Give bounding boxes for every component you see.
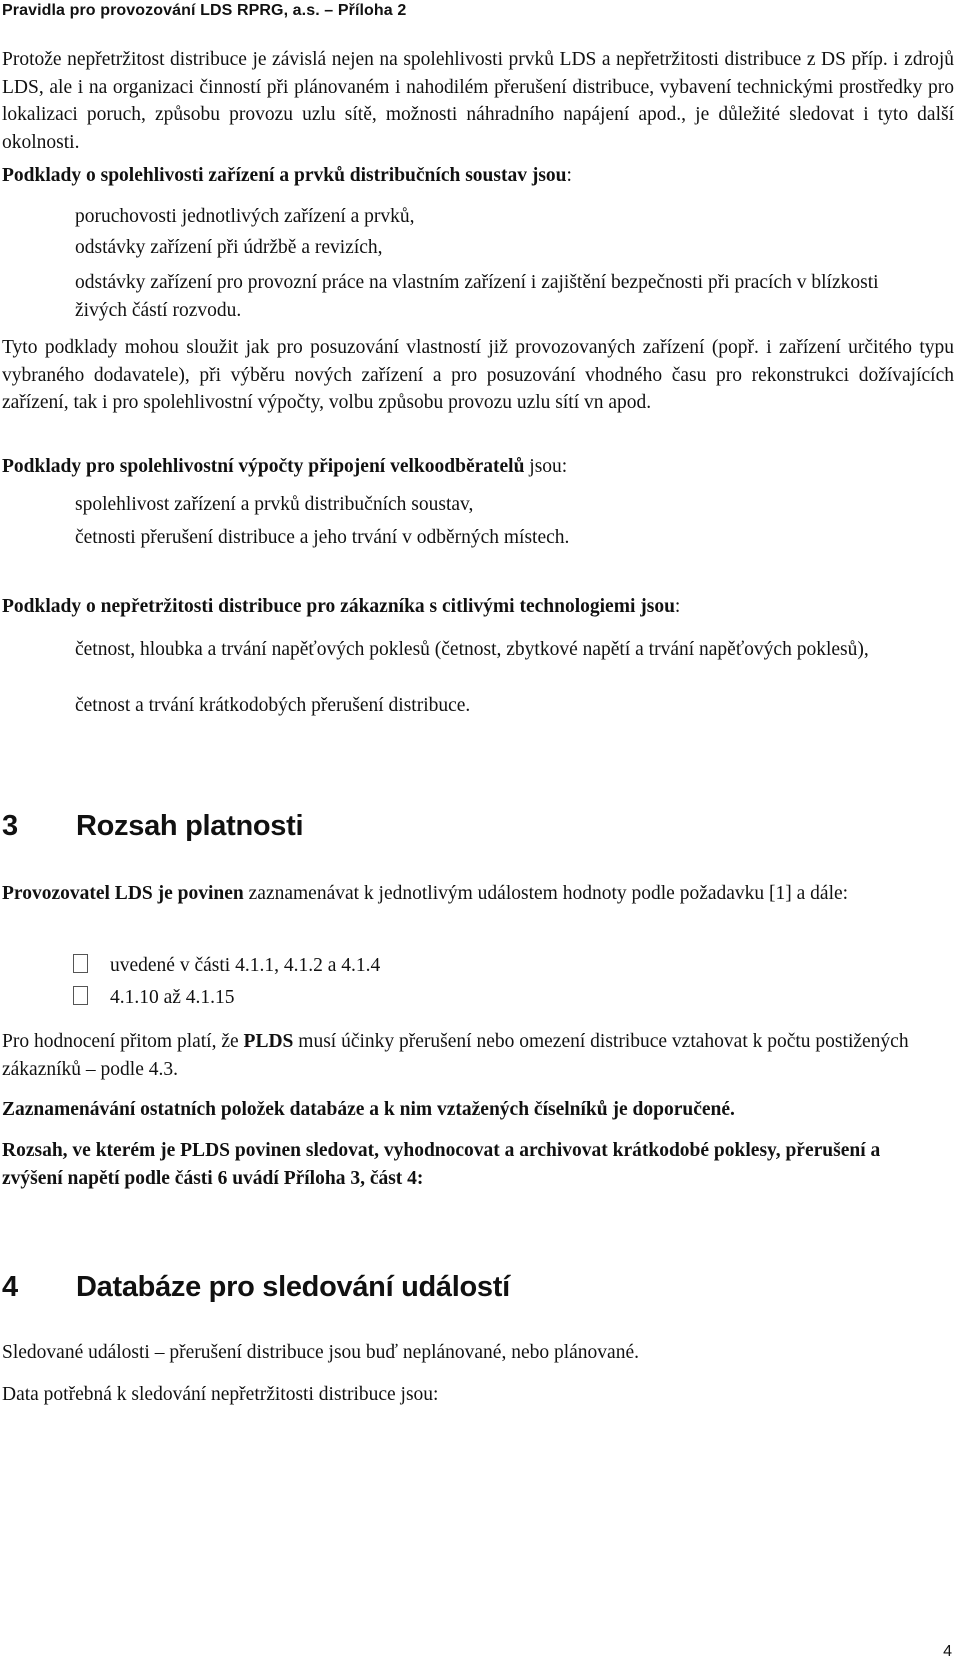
chapter3-bullet-text: 4.1.10 až 4.1.15 bbox=[110, 987, 235, 1008]
chapter3-eval-pre: Pro hodnocení přitom platí, že bbox=[2, 1031, 244, 1052]
chapter3-scope-paragraph: Rozsah, ve kterém je PLDS povinen sledovat, vyhodnocovat a archivovat krátkodobé poklesy, přerušení a zvýšení napětí podle části 6 uvádí Příloha 3, část 4: bbox=[2, 1140, 881, 1189]
chapter4-paragraph: Data potřebná k sledování nepřetržitosti distribuce jsou: bbox=[2, 1384, 439, 1405]
large-customers-item: četnosti přerušení distribuce a jeho trvání v odběrných místech. bbox=[75, 527, 570, 548]
chapter3-title: Rozsah platnosti bbox=[76, 810, 304, 842]
checkbox-bullet-icon bbox=[73, 954, 88, 973]
chapter3-bullet bbox=[73, 984, 235, 1012]
chapter3-number: 3 bbox=[2, 810, 18, 842]
chapter4-paragraph: Sledované události – přerušení distribuce jsou buď neplánované, nebo plánované. bbox=[2, 1342, 639, 1363]
chapter4-number: 4 bbox=[2, 1271, 18, 1303]
chapter3-eval-post: musí účinky přerušení nebo omezení distribuce vztahovat k počtu postižených zákazníků – podle 4.3. bbox=[2, 1031, 909, 1080]
page-header: Pravidla pro provozování LDS RPRG, a.s. – Příloha 2 bbox=[2, 2, 407, 19]
chapter3-bullet-text: uvedené v části 4.1.1, 4.1.2 a 4.1.4 bbox=[110, 955, 381, 976]
chapter3-heading bbox=[2, 810, 303, 843]
large-customers-item: spolehlivost zařízení a prvků distribučních soustav, bbox=[75, 494, 474, 515]
checkbox-bullet-icon bbox=[73, 986, 88, 1005]
chapter3-lead-paragraph bbox=[2, 880, 862, 908]
reliability-item: poruchovosti jednotlivých zařízení a prvků, bbox=[75, 206, 415, 227]
sensitive-heading-bold: Podklady o nepřetržitosti distribuce pro zákazníka s citlivými technologiemi jsou bbox=[2, 596, 675, 617]
large-customers-heading-bold: Podklady pro spolehlivostní výpočty připojení velkoodběratelů bbox=[2, 456, 525, 477]
sensitive-item: četnost a trvání krátkodobých přerušení distribuce. bbox=[75, 695, 471, 716]
reliability-heading-bold: Podklady o spolehlivosti zařízení a prvků distribučních soustav jsou bbox=[2, 165, 567, 186]
chapter3-lead-rest: zaznamenávat k jednotlivým událostem hodnoty podle požadavku [1] a dále: bbox=[243, 883, 849, 904]
sensitive-heading-tail: : bbox=[674, 596, 681, 617]
chapter3-eval-bold: PLDS bbox=[243, 1031, 294, 1052]
sensitive-heading bbox=[2, 593, 954, 621]
reliability-item: odstávky zařízení při údržbě a revizích, bbox=[75, 237, 383, 258]
chapter4-heading bbox=[2, 1271, 510, 1304]
large-customers-heading-tail: jsou: bbox=[524, 456, 568, 477]
intro-paragraph: Protože nepřetržitost distribuce je závislá nejen na spolehlivosti prvků LDS a nepřetržitosti distribuce z DS příp. i zdrojů LDS, ale i na organizaci činností při plánovaném i nahodilém přerušení distribuce, vybavení technickými prostředky pro lokalizaci poruch, způsobu provozu uzlu sítě, možnosti náhradního napájení apod., je důležité sledovat i tyto další okolnosti. bbox=[2, 49, 954, 153]
chapter4-title: Databáze pro sledování událostí bbox=[76, 1271, 510, 1303]
page-number: 4 bbox=[943, 1643, 952, 1660]
chapter3-lead-bold: Provozovatel LDS je povinen bbox=[2, 883, 244, 904]
reliability-item: odstávky zařízení pro provozní práce na vlastním zařízení i zajištění bezpečnosti při pracích v blízkosti živých částí rozvodu. bbox=[75, 272, 879, 321]
chapter3-evaluation-paragraph bbox=[2, 1028, 932, 1083]
sensitive-item: četnost, hloubka a trvání napěťových poklesů (četnost, zbytkové napětí a trvání napěťových poklesů), bbox=[75, 639, 869, 660]
reliability-usage-paragraph: Tyto podklady mohou sloužit jak pro posuzování vlastností již provozovaných zařízení (popř. i zařízení určitého typu vybraného dodavatele), při výběru nových zařízení a pro posuzování vhodného času pro rekonstrukci dožívajících zařízení, tak i pro spolehlivostní výpočty, volbu způsobu provozu uzlu sítí vn apod. bbox=[2, 337, 954, 413]
chapter3-recommend-paragraph: Zaznamenávání ostatních položek databáze a k nim vztažených číselníků je doporučené. bbox=[2, 1099, 735, 1120]
reliability-heading bbox=[2, 162, 954, 190]
reliability-heading-tail: : bbox=[566, 165, 572, 186]
large-customers-heading bbox=[2, 453, 954, 481]
chapter3-bullet bbox=[73, 952, 380, 980]
